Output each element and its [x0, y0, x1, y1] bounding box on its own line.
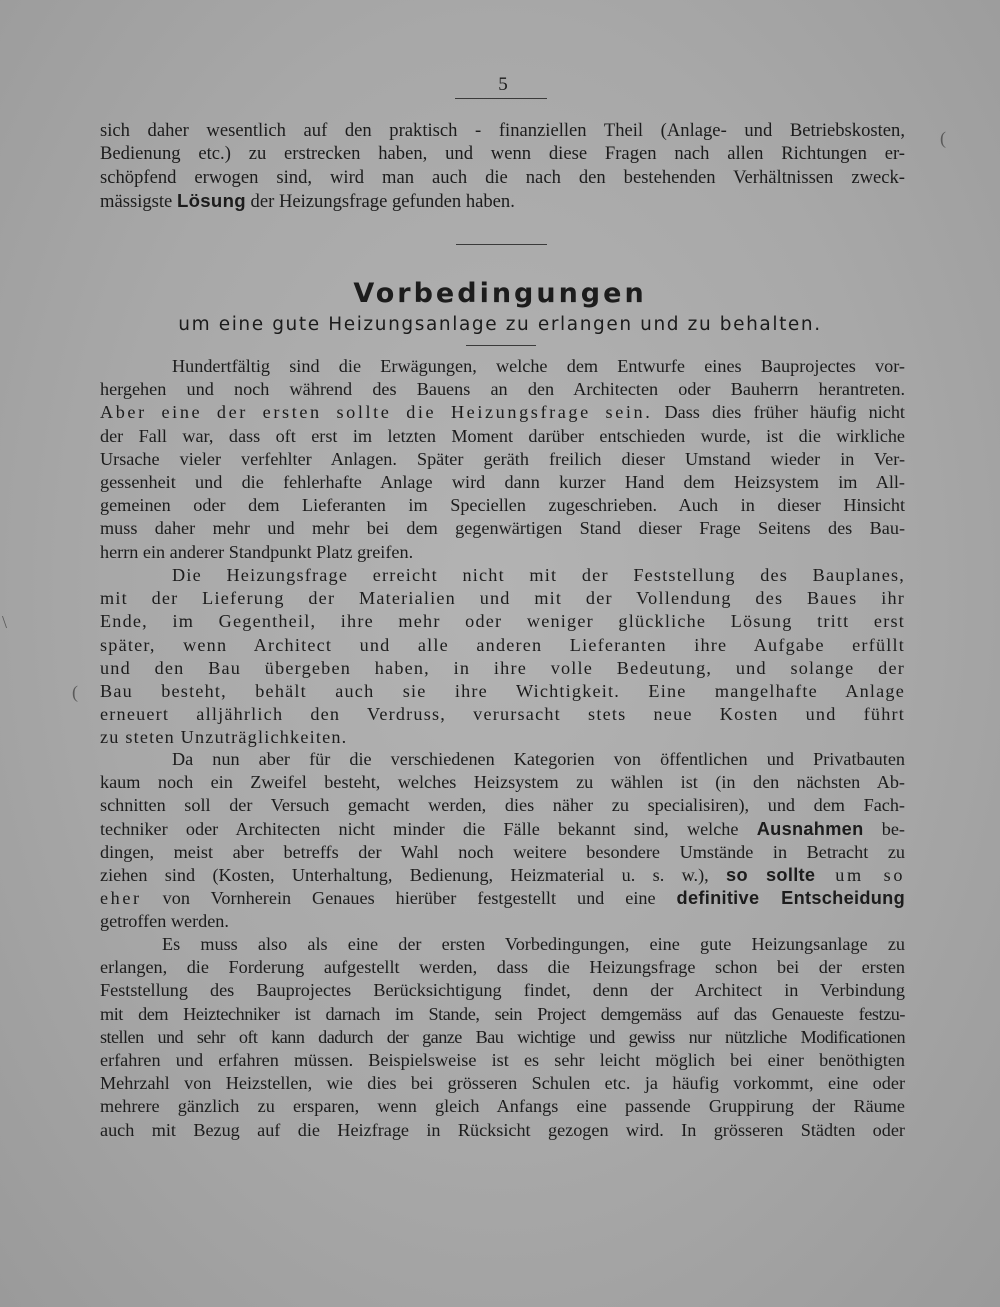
section-subheading: um eine gute Heizungsanlage zu erlangen und zu behalten.: [178, 314, 822, 335]
text-line: eher von Vornherein Genaues hierüber festgestellt und eine definitive Entscheidung: [100, 888, 905, 909]
text-line: mit dem Heiztechniker ist darnach im Stande, sein Project demgemäss auf das Genaueste festzu-: [100, 1003, 905, 1024]
spaced-emphasis: eher: [100, 888, 142, 909]
text-line: schöpfend erwogen sind, wird man auch die nach den bestehenden Verhältnissen zweck-: [100, 166, 905, 188]
text-line: gemeinen oder dem Lieferanten im Speciellen zugeschrieben. Auch in dieser Hinsicht: [100, 495, 905, 516]
paragraph-3: [100, 748, 905, 934]
text-line: gessenheit und die fehlerhafte Anlage wird dann kurzer Hand dem Heizsystem im All-: [100, 472, 905, 493]
section-divider: [456, 244, 547, 245]
text-line: erneuert alljährlich den Verdruss, verursacht stets neue Kosten und führt: [100, 704, 905, 725]
text-line: zu steten Unzuträglichkeiten.: [100, 727, 348, 748]
text-line: getroffen werden.: [100, 911, 229, 932]
text-line: später, wenn Architect und alle anderen Lieferanten ihre Aufgabe erfüllt: [100, 634, 905, 655]
paragraph-1: [100, 355, 905, 564]
text-line: hergehen und noch während des Bauens an den Architecten oder Bauherrn herantreten.: [100, 379, 905, 400]
text-line: ziehen sind (Kosten, Unterhaltung, Bedienung, Heizmaterial u. s. w.), so sollte um so: [100, 865, 906, 886]
intro-paragraph: [100, 119, 905, 214]
text-line: schnitten soll der Versuch gemacht werden, dies näher zu specialisiren), und dem Fach-: [100, 795, 905, 816]
text-line: mehrere gänzlich zu ersparen, wenn gleich Anfangs eine passende Gruppirung der Räume: [100, 1096, 905, 1117]
text-line: Es muss also als eine der ersten Vorbedingungen, eine gute Heizungsanlage zu: [162, 934, 905, 954]
text-line: Da nun aber für die verschiedenen Kategorien von öffentlichen und Privatbauten: [172, 749, 905, 769]
page-number-rule: [455, 98, 547, 99]
text-line: Bedienung etc.) zu erstrecken haben, und wenn diese Fragen nach allen Richtungen er-: [100, 143, 905, 165]
text-line: sich daher wesentlich auf den praktisch - finanziellen Theil (Anlage- und Betriebskosten,: [100, 120, 905, 141]
text-line: Hundertfältig sind die Erwägungen, welche dem Entwurfe eines Bauprojectes vor-: [172, 356, 905, 376]
text-line: Mehrzahl von Heizstellen, wie dies bei grösseren Schulen etc. ja häufig vorkommt, eine oder: [100, 1073, 905, 1094]
emphasis-ausnahmen: Ausnahmen: [756, 818, 864, 839]
text-line: mässigste Lösung der Heizungsfrage gefunden haben.: [100, 190, 515, 213]
margin-bracket-mark: (: [940, 128, 946, 148]
margin-bracket-mark: (: [72, 682, 78, 702]
text-line: stellen und sehr oft kann dadurch der ganze Bau wichtige und gewiss nur nützliche Modificationen: [100, 1026, 905, 1047]
paragraph-4: [100, 933, 905, 1142]
text-line: Aber eine der ersten sollte die Heizungsfrage sein. Dass dies früher häufig nicht: [100, 402, 905, 423]
margin-bracket-mark: \: [2, 612, 8, 632]
text-line: muss daher mehr und mehr bei dem gegenwärtigen Stand dieser Frage Seitens des Bau-: [100, 518, 905, 539]
emphasis-definitive-entscheidung: definitive Entscheidung: [676, 888, 905, 909]
page-number: 5: [498, 74, 508, 95]
text-line: Die Heizungsfrage erreicht nicht mit der Feststellung des Bauplanes,: [172, 565, 905, 585]
text-line: erfahren und erfahren müssen. Beispielsweise ist es sehr leicht möglich bei einer benöthigten: [100, 1050, 905, 1071]
text-line: mit der Lieferung der Materialien und mit der Vollendung des Baues ihr: [100, 588, 905, 609]
spaced-emphasis: Aber eine der ersten sollte die Heizungsfrage sein.: [100, 402, 653, 423]
section-heading: Vorbedingungen: [353, 278, 647, 309]
text-line: und den Bau übergeben haben, in ihre volle Bedeutung, und solange der: [100, 657, 905, 678]
text-line: Ursache vieler verfehlter Anlagen. Später geräth freilich dieser Umstand wieder in Ver-: [100, 448, 905, 469]
text-line: auch mit Bezug auf die Heizfrage in Rücksicht gezogen wird. In grösseren Städten oder: [100, 1119, 905, 1140]
subheading-divider: [466, 345, 536, 346]
emphasis-loesung: Lösung: [176, 190, 246, 212]
text-line: erlangen, die Forderung aufgestellt werden, dass die Heizungsfrage schon bei der ersten: [100, 957, 905, 978]
text-line: Feststellung des Bauprojectes Berücksichtigung findet, denn der Architect in Verbindung: [100, 980, 905, 1001]
text-line: der Fall war, dass oft erst im letzten Moment darüber entschieden wurde, ist die wirkliche: [100, 425, 905, 446]
text-line: Ende, im Gegentheil, ihre mehr oder weniger glückliche Lösung tritt erst: [100, 611, 905, 632]
text-line: techniker oder Architecten nicht minder die Fälle bekannt sind, welche Ausnahmen be-: [100, 818, 905, 839]
text-line: herrn ein anderer Standpunkt Platz greifen.: [100, 541, 414, 562]
emphasis-so-sollte: so sollte: [726, 865, 816, 886]
text-line: kaum noch ein Zweifel besteht, welches Heizsystem zu wählen ist (in den nächsten Ab-: [100, 772, 905, 793]
paragraph-2: [100, 564, 905, 750]
text-line: dingen, meist aber betreffs der Wahl noch weitere besondere Umstände in Betracht zu: [100, 841, 905, 862]
text-line: Bau besteht, behält auch sie ihre Wichtigkeit. Eine mangelhafte Anlage: [100, 681, 905, 702]
